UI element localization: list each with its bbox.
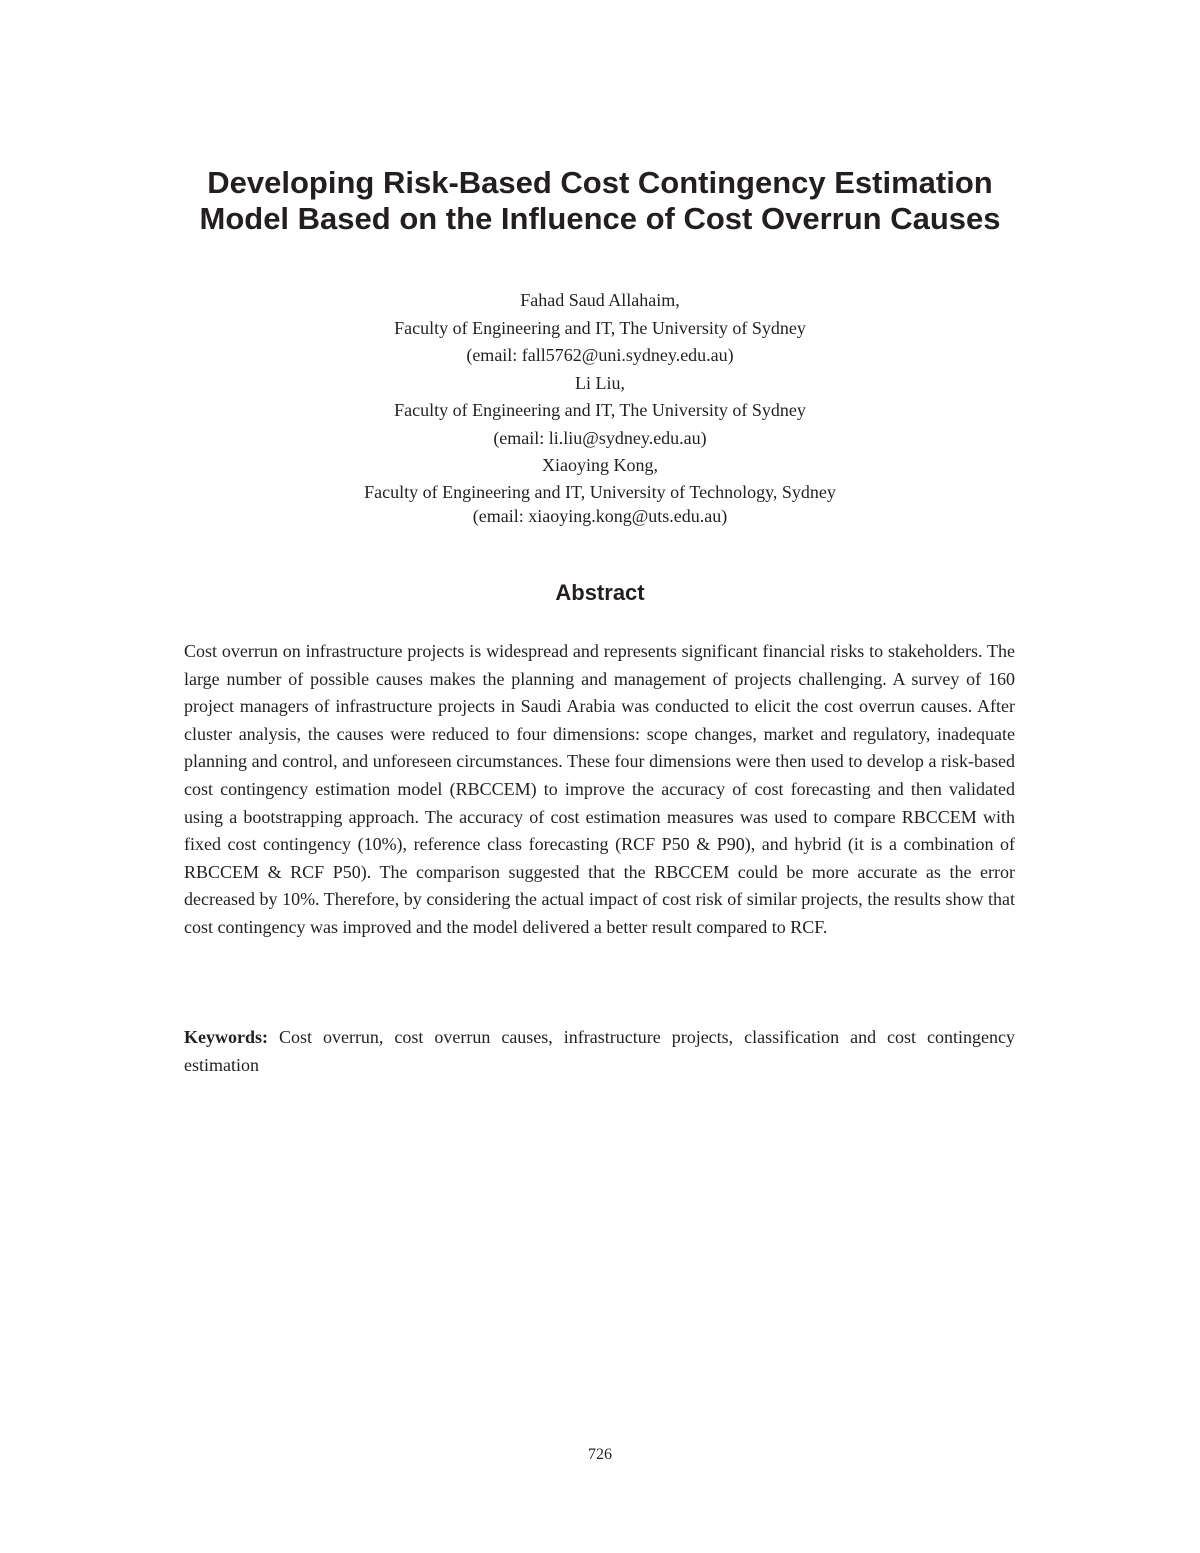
paper-title-line-1: Developing Risk-Based Cost Contingency Estimation	[207, 165, 993, 200]
author-block	[0, 287, 1200, 528]
keywords-paragraph	[184, 1024, 1015, 1079]
author-name: Xiaoying Kong,	[542, 455, 658, 475]
abstract-heading: Abstract	[555, 580, 645, 605]
paper-title	[0, 165, 1200, 237]
page-number: 726	[588, 1446, 612, 1463]
author-email: (email: xiaoying.kong@uts.edu.au)	[472, 505, 728, 526]
author-name: Li Liu,	[575, 372, 625, 393]
abstract-text: Cost overrun on infrastructure projects is widespread and represents significant financial risks to stakeholders. The large number of possible causes makes the planning and management of projects challenging. A survey of 160 project managers of infrastructure projects in Saudi Arabia was conducted to elicit the cost overrun causes. After cluster analysis, the causes were reduced to four dimensions: scope changes, market and regulatory, inadequate planning and control, and unforeseen circumstances. These four dimensions were then used to develop a risk-based cost contingency estimation model (RBCCEM) to improve the accuracy of cost forecasting and then validated using a bootstrapping approach. The accuracy of cost estimation measures was used to compare RBCCEM with fixed cost contingency (10%), reference class forecasting (RCF P50 & P90), and hybrid (it is a combination of RBCCEM & RCF P50). The comparison suggested that the RBCCEM could be more accurate as the error decreased by 10%. Therefore, by considering the actual impact of cost risk of similar projects, the results show that cost contingency was improved and the model delivered a better result compared to RCF.	[184, 641, 1015, 937]
keywords-label: Keywords:	[184, 1027, 268, 1047]
author-affiliation: Faculty of Engineering and IT, The University of Sydney	[394, 400, 806, 420]
author-email: (email: fall5762@uni.sydney.edu.au)	[466, 345, 734, 365]
author-name: Fahad Saud Allahaim,	[520, 290, 680, 310]
author-affiliation: Faculty of Engineering and IT, The University of Sydney	[394, 317, 806, 338]
author-affiliation: Faculty of Engineering and IT, University of Technology, Sydney	[364, 481, 836, 502]
author-email: (email: li.liu@sydney.edu.au)	[493, 427, 707, 448]
keywords-text: Cost overrun, cost overrun causes, infrastructure projects, classification and cost contingency estimation	[184, 1027, 1015, 1075]
paper-title-line-2: Model Based on the Influence of Cost Overrun Causes	[199, 201, 1001, 236]
